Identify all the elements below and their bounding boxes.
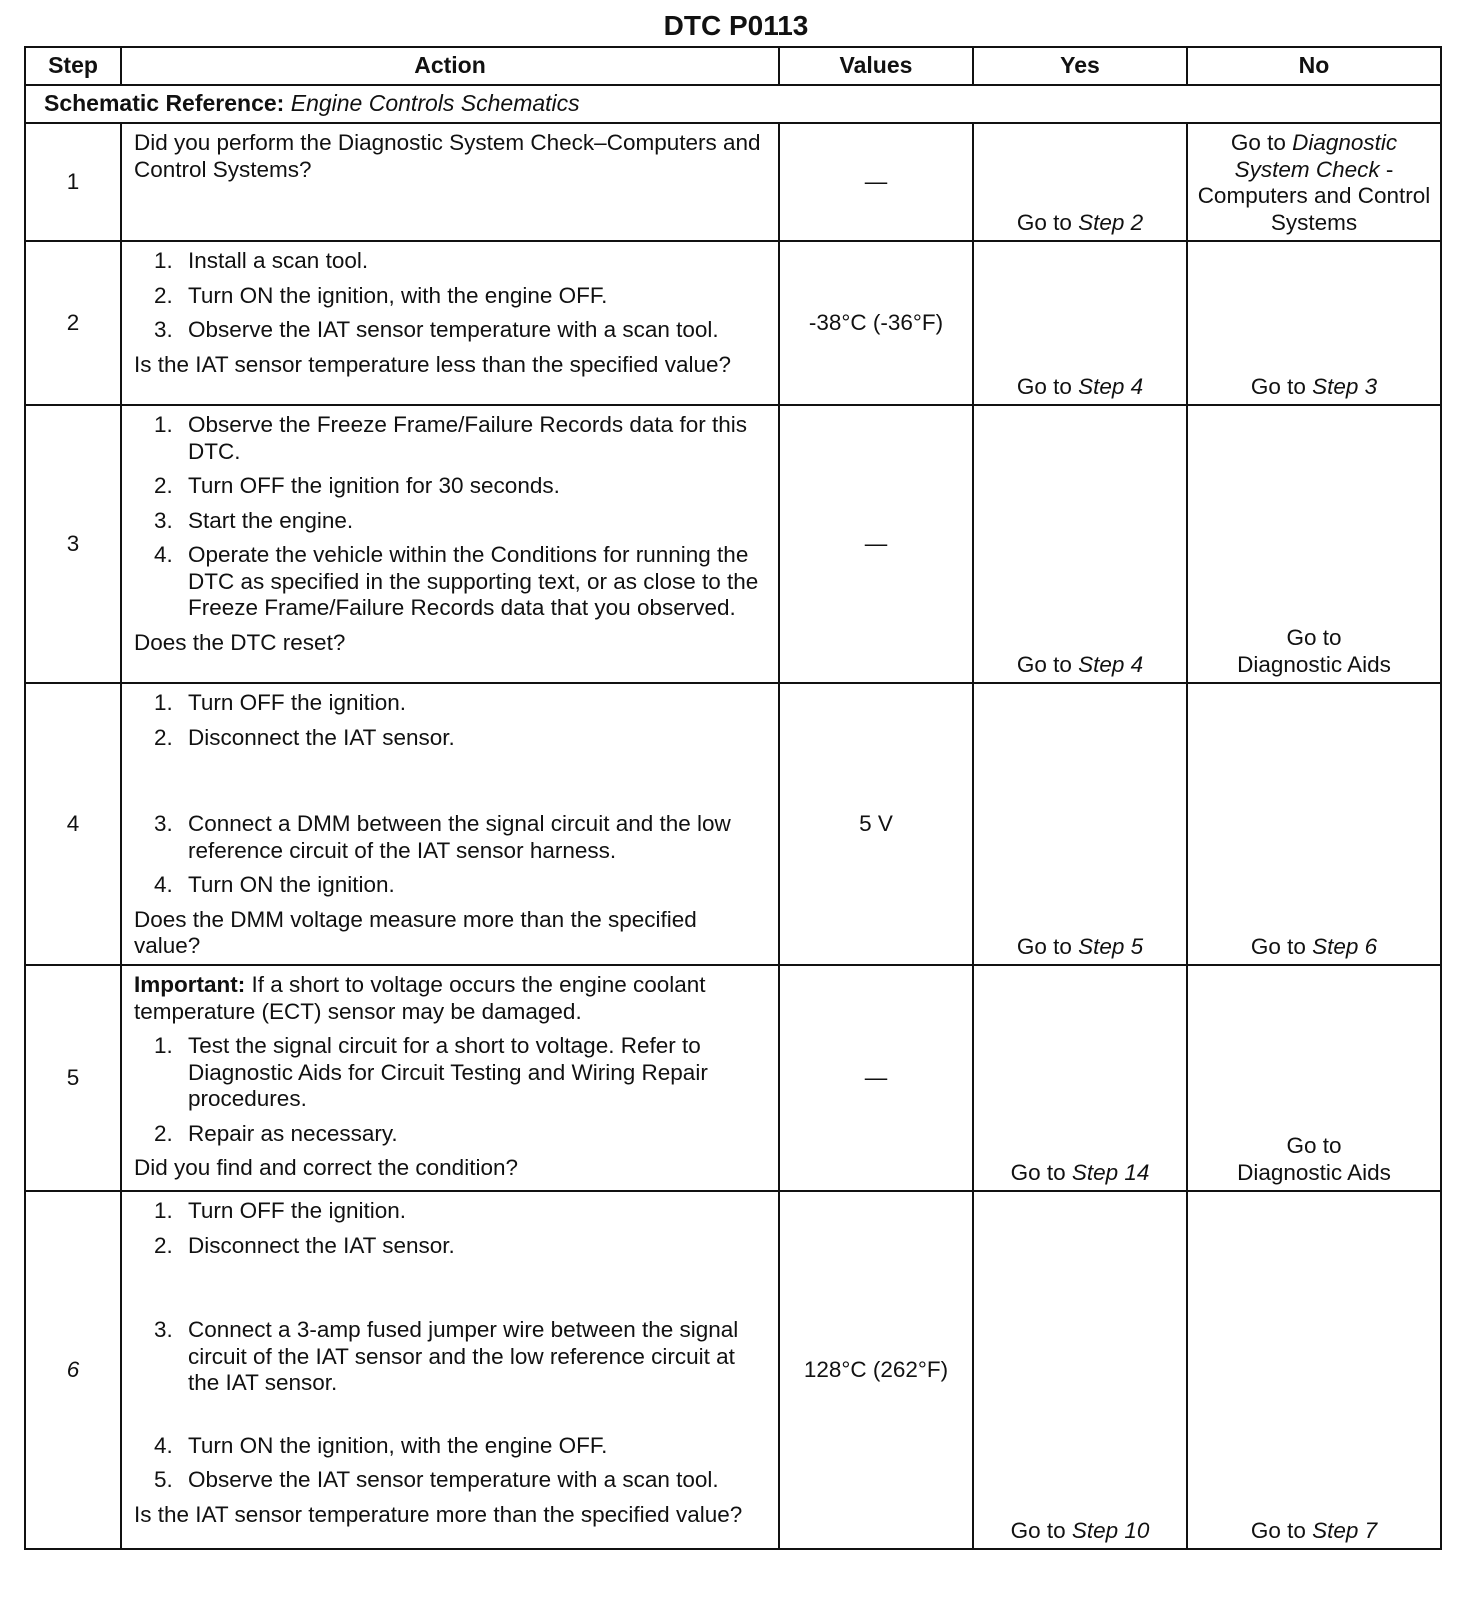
item-number: 4. (154, 872, 173, 898)
action-cell (121, 683, 779, 965)
list-item (154, 1433, 768, 1460)
item-number: 3. (154, 811, 173, 837)
list-item (154, 811, 768, 864)
no-diagnostic-aids-link[interactable]: Diagnostic Aids (1237, 651, 1391, 677)
no-diagnostic-aids-link[interactable]: Diagnostic Aids (1237, 1159, 1391, 1185)
step-number: 5 (25, 965, 121, 1191)
schematic-label: Schematic Reference: (44, 90, 285, 117)
no-cell (1187, 123, 1441, 241)
table-row (25, 965, 1441, 1191)
list-item (154, 872, 768, 899)
yes-step-link[interactable]: Step 4 (1078, 651, 1144, 677)
yes-prefix: Go to (1010, 1159, 1066, 1185)
list-item (154, 317, 768, 344)
no-cell (1187, 1191, 1441, 1549)
action-question: Is the IAT sensor temperature more than the specified value? (134, 1502, 743, 1528)
item-number: 4. (154, 542, 173, 568)
item-text: Turn ON the ignition, with the engine OFF. (188, 282, 608, 308)
action-cell (121, 123, 779, 241)
action-cell (121, 965, 779, 1191)
no-prefix: Go to (1250, 933, 1306, 959)
no-step-link[interactable]: Step 3 (1312, 373, 1378, 399)
yes-step-link[interactable]: Step 2 (1078, 209, 1144, 235)
yes-step-link[interactable]: Step 5 (1078, 933, 1144, 959)
item-text: Repair as necessary. (188, 1120, 398, 1146)
no-prefix: Go to (1250, 373, 1306, 399)
item-number: 1. (154, 1033, 173, 1059)
value-cell: — (779, 123, 973, 241)
no-prefix: Go to (1286, 625, 1342, 651)
yes-step-link[interactable]: Step 10 (1071, 1517, 1150, 1543)
no-diagnostic-system-check-link[interactable]: Diagnostic System Check (1234, 130, 1398, 182)
list-item (154, 725, 768, 752)
table-row (25, 405, 1441, 683)
item-number: 1. (154, 412, 173, 438)
list-item (154, 248, 768, 275)
yes-prefix: Go to (1016, 651, 1072, 677)
yes-cell (973, 965, 1187, 1191)
list-item (154, 690, 768, 717)
item-number: 1. (154, 1198, 173, 1224)
action-question: Did you find and correct the condition? (134, 1155, 518, 1181)
yes-cell (973, 241, 1187, 405)
list-item (154, 283, 768, 310)
no-step-link[interactable]: Step 6 (1312, 933, 1378, 959)
table-row (25, 123, 1441, 241)
item-text: Install a scan tool. (188, 248, 369, 274)
list-item (154, 1467, 768, 1494)
no-prefix: Go to (1230, 130, 1286, 155)
item-number: 1. (154, 690, 173, 716)
yes-step-link[interactable]: Step 14 (1071, 1159, 1150, 1185)
list-item (154, 1033, 768, 1113)
yes-cell (973, 683, 1187, 965)
no-cell (1187, 241, 1441, 405)
action-question: Is the IAT sensor temperature less than the specified value? (134, 351, 731, 377)
table-row (25, 1191, 1441, 1549)
step-number: 6 (25, 1191, 121, 1549)
yes-cell (973, 123, 1187, 241)
item-text: Turn OFF the ignition. (188, 690, 407, 716)
item-text: Test the signal circuit for a short to voltage. Refer to Diagnostic Aids for Circuit Testing and Wiring Repair procedures. (188, 1033, 708, 1112)
item-text: Connect a 3-amp fused jumper wire between the signal circuit of the IAT sensor and the low reference circuit at the IAT sensor. (188, 1317, 739, 1396)
action-cell (121, 405, 779, 683)
no-prefix: Go to (1250, 1517, 1306, 1543)
step-number: 3 (25, 405, 121, 683)
list-item (154, 1317, 768, 1397)
action-cell (121, 1191, 779, 1549)
yes-step-link[interactable]: Step 4 (1078, 373, 1144, 399)
value-cell: 128°C (262°F) (779, 1191, 973, 1549)
item-text: Turn ON the ignition, with the engine OFF. (188, 1432, 608, 1458)
yes-prefix: Go to (1016, 373, 1072, 399)
item-number: 2. (154, 724, 173, 750)
no-step-link[interactable]: Step 7 (1312, 1517, 1378, 1543)
item-number: 4. (154, 1432, 173, 1458)
item-number: 2. (154, 1120, 173, 1146)
header-yes: Yes (973, 47, 1187, 85)
item-number: 2. (154, 1232, 173, 1258)
item-text: Disconnect the IAT sensor. (188, 1232, 455, 1258)
item-text: Turn OFF the ignition for 30 seconds. (188, 473, 560, 499)
item-number: 1. (154, 248, 173, 274)
yes-prefix: Go to (1016, 209, 1072, 235)
list-item (154, 1121, 768, 1148)
yes-prefix: Go to (1016, 933, 1072, 959)
list-item (154, 508, 768, 535)
item-text: Observe the Freeze Frame/Failure Records data for this DTC. (188, 412, 747, 464)
item-text: Observe the IAT sensor temperature with a scan tool. (188, 1467, 719, 1493)
header-row (25, 47, 1441, 85)
header-step: Step (25, 47, 121, 85)
item-number: 2. (154, 282, 173, 308)
step-number: 4 (25, 683, 121, 965)
item-text: Turn ON the ignition. (188, 872, 395, 898)
item-text: Operate the vehicle within the Conditions for running the DTC as specified in the supporting text, or as close to the Freeze Frame/Failure Records data that you observed. (188, 542, 759, 621)
item-number: 3. (154, 317, 173, 343)
value-cell: 5 V (779, 683, 973, 965)
yes-prefix: Go to (1010, 1517, 1066, 1543)
list-item (154, 1198, 768, 1225)
header-no: No (1187, 47, 1441, 85)
no-cell (1187, 683, 1441, 965)
important-label: Important: (134, 972, 246, 998)
header-action: Action (121, 47, 779, 85)
schematic-reference (25, 85, 1441, 123)
item-text: Disconnect the IAT sensor. (188, 724, 455, 750)
yes-cell (973, 1191, 1187, 1549)
diagnostic-table (24, 46, 1442, 1550)
value-cell: — (779, 405, 973, 683)
important-note (134, 972, 768, 1025)
table-row (25, 241, 1441, 405)
no-suffix: - Computers and Control Systems (1197, 156, 1431, 235)
no-cell (1187, 965, 1441, 1191)
item-text: Turn OFF the ignition. (188, 1198, 407, 1224)
schematic-value: Engine Controls Schematics (290, 90, 580, 117)
list-item (154, 473, 768, 500)
value-cell: — (779, 965, 973, 1191)
list-item (154, 1233, 768, 1260)
step-number: 1 (25, 123, 121, 241)
item-text: Connect a DMM between the signal circuit and the low reference circuit of the IAT sensor harness. (188, 811, 731, 863)
table-row (25, 683, 1441, 965)
no-prefix: Go to (1286, 1133, 1342, 1159)
list-item (154, 412, 768, 465)
no-cell (1187, 405, 1441, 683)
value-cell: -38°C (-36°F) (779, 241, 973, 405)
list-item (154, 542, 768, 622)
item-number: 3. (154, 1317, 173, 1343)
header-values: Values (779, 47, 973, 85)
item-number: 5. (154, 1467, 173, 1493)
action-question: Does the DMM voltage measure more than the specified value? (134, 906, 697, 959)
item-number: 2. (154, 473, 173, 499)
important-text: If a short to voltage occurs the engine coolant temperature (ECT) sensor may be damaged. (134, 972, 706, 1024)
action-cell (121, 241, 779, 405)
step-number: 2 (25, 241, 121, 405)
yes-cell (973, 405, 1187, 683)
item-number: 3. (154, 507, 173, 533)
page-title: DTC P0113 (663, 10, 809, 41)
schematic-reference-row (25, 85, 1441, 123)
item-text: Start the engine. (188, 507, 354, 533)
action-question: Does the DTC reset? (134, 630, 346, 656)
item-text: Observe the IAT sensor temperature with a scan tool. (188, 317, 719, 343)
action-question: Did you perform the Diagnostic System Check–Computers and Control Systems? (134, 130, 761, 182)
